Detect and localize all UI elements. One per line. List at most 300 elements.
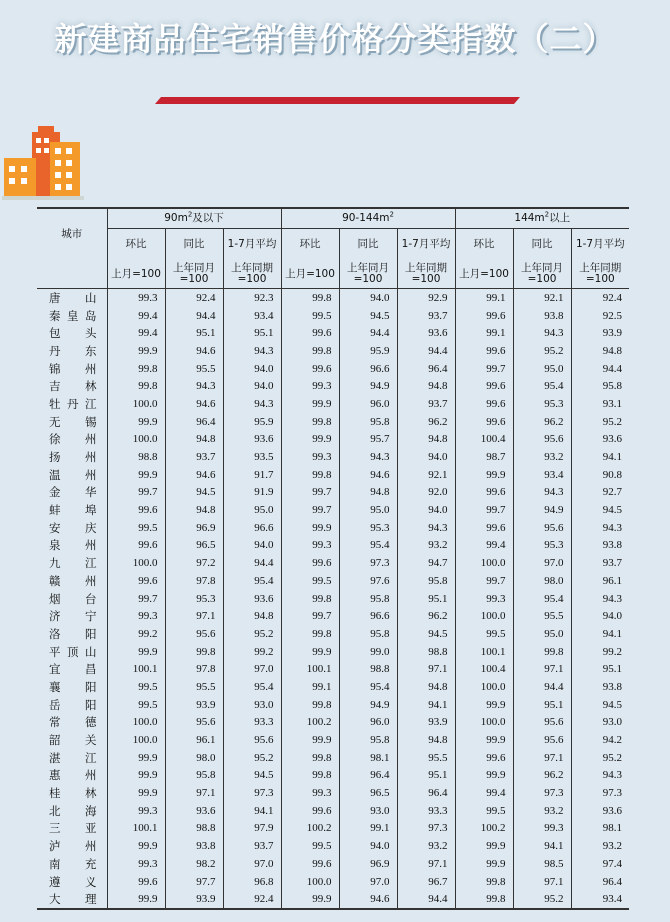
sub-header-yoy: 同比 bbox=[513, 229, 571, 261]
sub-header-avg: 1-7月平均 bbox=[223, 229, 281, 261]
index-value: 97.1 bbox=[513, 660, 571, 678]
city-name: 洛阳 bbox=[49, 626, 97, 641]
index-value: 95.0 bbox=[223, 501, 281, 519]
index-value: 99.7 bbox=[281, 501, 339, 519]
index-value: 99.8 bbox=[281, 289, 339, 307]
index-value: 94.4 bbox=[571, 360, 629, 378]
index-value: 99.6 bbox=[107, 501, 165, 519]
index-value: 95.5 bbox=[513, 607, 571, 625]
table-row bbox=[37, 448, 629, 466]
sub-header-yoy: 同比 bbox=[165, 229, 223, 261]
index-value: 100.1 bbox=[455, 643, 513, 661]
table-row bbox=[37, 307, 629, 325]
index-value: 93.0 bbox=[339, 802, 397, 820]
index-value: 95.2 bbox=[223, 625, 281, 643]
index-value: 94.3 bbox=[513, 484, 571, 502]
base-header-spacer bbox=[37, 260, 107, 289]
index-value: 99.8 bbox=[107, 360, 165, 378]
index-value: 95.6 bbox=[513, 714, 571, 732]
index-value: 93.7 bbox=[397, 395, 455, 413]
index-value: 94.8 bbox=[339, 484, 397, 502]
table-row bbox=[37, 873, 629, 891]
index-value: 99.8 bbox=[165, 643, 223, 661]
index-value: 99.2 bbox=[571, 643, 629, 661]
index-value: 97.1 bbox=[397, 855, 455, 873]
index-value: 100.0 bbox=[455, 678, 513, 696]
index-value: 99.9 bbox=[281, 431, 339, 449]
price-index-table-container bbox=[37, 207, 629, 910]
table-row bbox=[37, 731, 629, 749]
index-value: 92.9 bbox=[397, 289, 455, 307]
index-value: 99.7 bbox=[281, 607, 339, 625]
index-value: 95.4 bbox=[339, 537, 397, 555]
index-value: 99.3 bbox=[281, 784, 339, 802]
index-value: 93.0 bbox=[571, 714, 629, 732]
index-value: 99.1 bbox=[455, 324, 513, 342]
index-value: 100.1 bbox=[107, 660, 165, 678]
index-value: 99.6 bbox=[455, 413, 513, 431]
index-value: 99.7 bbox=[455, 360, 513, 378]
index-value: 99.5 bbox=[107, 519, 165, 537]
index-value: 96.5 bbox=[339, 784, 397, 802]
index-value: 97.3 bbox=[223, 784, 281, 802]
index-value: 93.4 bbox=[223, 307, 281, 325]
index-value: 93.6 bbox=[571, 802, 629, 820]
table-row bbox=[37, 820, 629, 838]
index-value: 94.0 bbox=[223, 537, 281, 555]
index-value: 95.2 bbox=[571, 749, 629, 767]
index-value: 95.5 bbox=[397, 749, 455, 767]
index-value: 97.3 bbox=[571, 784, 629, 802]
index-value: 100.1 bbox=[281, 660, 339, 678]
index-value: 96.2 bbox=[513, 767, 571, 785]
index-value: 94.3 bbox=[571, 590, 629, 608]
base-header-yoy: 上年同月=100 bbox=[165, 260, 223, 289]
index-value: 95.3 bbox=[339, 519, 397, 537]
table-row bbox=[37, 572, 629, 590]
index-value: 92.7 bbox=[571, 484, 629, 502]
index-value: 97.2 bbox=[165, 554, 223, 572]
index-value: 93.6 bbox=[223, 590, 281, 608]
index-value: 95.2 bbox=[513, 890, 571, 909]
index-value: 95.8 bbox=[339, 413, 397, 431]
index-value: 93.7 bbox=[223, 837, 281, 855]
table-row bbox=[37, 855, 629, 873]
index-value: 97.1 bbox=[513, 873, 571, 891]
table-row bbox=[37, 519, 629, 537]
index-value: 95.4 bbox=[513, 377, 571, 395]
sub-header-mom: 环比 bbox=[281, 229, 339, 261]
table-row bbox=[37, 714, 629, 732]
index-value: 94.6 bbox=[339, 466, 397, 484]
index-value: 95.4 bbox=[223, 572, 281, 590]
index-value: 91.7 bbox=[223, 466, 281, 484]
table-row bbox=[37, 696, 629, 714]
city-name: 韶关 bbox=[49, 733, 97, 748]
index-value: 94.0 bbox=[339, 837, 397, 855]
table-row bbox=[37, 395, 629, 413]
index-value: 96.9 bbox=[165, 519, 223, 537]
index-value: 95.9 bbox=[339, 342, 397, 360]
index-value: 95.6 bbox=[165, 625, 223, 643]
index-value: 95.8 bbox=[339, 625, 397, 643]
index-value: 98.8 bbox=[339, 660, 397, 678]
index-value: 99.4 bbox=[455, 537, 513, 555]
index-value: 94.0 bbox=[397, 501, 455, 519]
index-value: 96.0 bbox=[339, 395, 397, 413]
index-value: 100.0 bbox=[107, 714, 165, 732]
index-value: 96.9 bbox=[339, 855, 397, 873]
index-value: 97.3 bbox=[513, 784, 571, 802]
index-value: 94.3 bbox=[571, 519, 629, 537]
index-value: 94.8 bbox=[397, 678, 455, 696]
table-row bbox=[37, 324, 629, 342]
index-value: 95.8 bbox=[339, 731, 397, 749]
index-value: 99.7 bbox=[107, 590, 165, 608]
index-value: 99.8 bbox=[281, 625, 339, 643]
index-value: 94.0 bbox=[223, 360, 281, 378]
index-value: 98.1 bbox=[339, 749, 397, 767]
index-value: 100.0 bbox=[455, 554, 513, 572]
base-header-avg: 上年同期=100 bbox=[223, 260, 281, 289]
index-value: 93.2 bbox=[397, 537, 455, 555]
index-value: 100.4 bbox=[455, 660, 513, 678]
index-value: 92.0 bbox=[397, 484, 455, 502]
index-value: 95.0 bbox=[513, 625, 571, 643]
index-value: 100.2 bbox=[455, 820, 513, 838]
index-value: 95.3 bbox=[513, 395, 571, 413]
index-value: 97.4 bbox=[571, 855, 629, 873]
title-underline bbox=[155, 97, 520, 104]
index-value: 94.3 bbox=[397, 519, 455, 537]
index-value: 99.9 bbox=[107, 643, 165, 661]
index-value: 99.9 bbox=[455, 696, 513, 714]
price-index-table bbox=[37, 207, 629, 910]
index-value: 93.3 bbox=[397, 802, 455, 820]
header-group-row bbox=[37, 208, 629, 229]
index-value: 92.4 bbox=[223, 890, 281, 909]
index-value: 95.6 bbox=[165, 714, 223, 732]
index-value: 99.1 bbox=[455, 289, 513, 307]
index-value: 97.6 bbox=[339, 572, 397, 590]
table-row bbox=[37, 749, 629, 767]
index-value: 99.8 bbox=[281, 413, 339, 431]
index-value: 98.8 bbox=[397, 643, 455, 661]
index-value: 99.6 bbox=[455, 484, 513, 502]
index-value: 99.9 bbox=[107, 784, 165, 802]
index-value: 99.8 bbox=[455, 890, 513, 909]
index-value: 96.8 bbox=[223, 873, 281, 891]
index-value: 94.0 bbox=[571, 607, 629, 625]
index-value: 99.3 bbox=[107, 607, 165, 625]
city-name: 锦州 bbox=[49, 361, 97, 376]
index-value: 93.7 bbox=[571, 554, 629, 572]
index-value: 94.0 bbox=[339, 289, 397, 307]
index-value: 95.9 bbox=[223, 413, 281, 431]
index-value: 93.4 bbox=[571, 890, 629, 909]
index-value: 99.6 bbox=[455, 749, 513, 767]
index-value: 96.5 bbox=[165, 537, 223, 555]
index-value: 98.8 bbox=[107, 448, 165, 466]
index-value: 92.1 bbox=[513, 289, 571, 307]
index-value: 93.6 bbox=[165, 802, 223, 820]
index-value: 95.8 bbox=[571, 377, 629, 395]
index-value: 99.3 bbox=[107, 855, 165, 873]
index-value: 97.9 bbox=[223, 820, 281, 838]
index-value: 99.5 bbox=[107, 696, 165, 714]
index-value: 91.9 bbox=[223, 484, 281, 502]
table-row bbox=[37, 413, 629, 431]
index-value: 99.1 bbox=[281, 678, 339, 696]
city-name: 北海 bbox=[49, 803, 97, 818]
index-value: 95.6 bbox=[513, 731, 571, 749]
index-value: 95.8 bbox=[339, 590, 397, 608]
index-value: 94.6 bbox=[165, 466, 223, 484]
index-value: 93.2 bbox=[571, 837, 629, 855]
index-value: 94.3 bbox=[165, 377, 223, 395]
city-name: 襄阳 bbox=[49, 679, 97, 694]
index-value: 96.2 bbox=[397, 607, 455, 625]
index-value: 94.8 bbox=[223, 607, 281, 625]
index-value: 94.9 bbox=[513, 501, 571, 519]
header-sub-row bbox=[37, 229, 629, 261]
index-value: 97.0 bbox=[513, 554, 571, 572]
sub-header-yoy: 同比 bbox=[339, 229, 397, 261]
index-value: 95.1 bbox=[165, 324, 223, 342]
city-name: 丹东 bbox=[49, 343, 97, 358]
index-value: 100.0 bbox=[107, 731, 165, 749]
city-name: 赣州 bbox=[49, 573, 97, 588]
index-value: 96.4 bbox=[571, 873, 629, 891]
index-value: 93.9 bbox=[165, 696, 223, 714]
index-value: 99.4 bbox=[455, 784, 513, 802]
index-value: 95.1 bbox=[223, 324, 281, 342]
index-value: 99.6 bbox=[281, 360, 339, 378]
index-value: 95.4 bbox=[513, 590, 571, 608]
index-value: 94.5 bbox=[339, 307, 397, 325]
index-value: 96.7 bbox=[397, 873, 455, 891]
index-value: 94.1 bbox=[223, 802, 281, 820]
index-value: 99.9 bbox=[107, 749, 165, 767]
city-name: 桂林 bbox=[49, 786, 97, 801]
index-value: 97.1 bbox=[513, 749, 571, 767]
index-value: 95.1 bbox=[571, 660, 629, 678]
index-value: 97.3 bbox=[339, 554, 397, 572]
index-value: 94.3 bbox=[571, 767, 629, 785]
index-value: 94.7 bbox=[397, 554, 455, 572]
index-value: 94.5 bbox=[397, 625, 455, 643]
index-value: 93.6 bbox=[223, 431, 281, 449]
city-name: 扬州 bbox=[49, 450, 97, 465]
index-value: 99.7 bbox=[455, 501, 513, 519]
index-value: 95.6 bbox=[513, 431, 571, 449]
index-value: 94.5 bbox=[571, 501, 629, 519]
index-value: 94.3 bbox=[223, 395, 281, 413]
index-value: 95.2 bbox=[571, 413, 629, 431]
index-value: 98.8 bbox=[165, 820, 223, 838]
index-value: 93.7 bbox=[397, 307, 455, 325]
index-value: 92.1 bbox=[397, 466, 455, 484]
index-value: 99.6 bbox=[455, 307, 513, 325]
index-value: 94.6 bbox=[339, 890, 397, 909]
index-value: 99.9 bbox=[281, 395, 339, 413]
sub-header-mom: 环比 bbox=[455, 229, 513, 261]
index-value: 98.7 bbox=[455, 448, 513, 466]
index-value: 99.7 bbox=[107, 484, 165, 502]
index-value: 99.6 bbox=[455, 519, 513, 537]
index-value: 94.1 bbox=[571, 448, 629, 466]
index-value: 95.4 bbox=[339, 678, 397, 696]
group-header-large: $144m^2$以上 bbox=[455, 208, 629, 229]
index-value: 99.3 bbox=[281, 537, 339, 555]
city-name: 唐山 bbox=[49, 290, 97, 305]
index-value: 99.9 bbox=[107, 342, 165, 360]
index-value: 99.2 bbox=[107, 625, 165, 643]
index-value: 99.7 bbox=[281, 484, 339, 502]
table-row bbox=[37, 289, 629, 307]
city-name: 岳阳 bbox=[49, 697, 97, 712]
index-value: 99.8 bbox=[281, 749, 339, 767]
index-value: 97.0 bbox=[223, 855, 281, 873]
index-value: 96.4 bbox=[165, 413, 223, 431]
city-header: 城市 bbox=[37, 208, 107, 260]
index-value: 94.4 bbox=[513, 678, 571, 696]
index-value: 99.5 bbox=[107, 678, 165, 696]
city-name: 平顶山 bbox=[49, 644, 97, 659]
city-name: 牡丹江 bbox=[49, 396, 97, 411]
index-value: 96.6 bbox=[339, 360, 397, 378]
table-row bbox=[37, 431, 629, 449]
index-value: 96.2 bbox=[513, 413, 571, 431]
city-name: 安庆 bbox=[49, 520, 97, 535]
city-name: 三亚 bbox=[49, 821, 97, 836]
index-value: 94.1 bbox=[571, 625, 629, 643]
base-header-avg: 上年同期=100 bbox=[397, 260, 455, 289]
index-value: 99.8 bbox=[513, 643, 571, 661]
index-value: 94.3 bbox=[513, 324, 571, 342]
index-value: 95.6 bbox=[513, 519, 571, 537]
index-value: 99.8 bbox=[281, 696, 339, 714]
index-value: 99.4 bbox=[107, 324, 165, 342]
index-value: 99.8 bbox=[281, 767, 339, 785]
index-value: 93.2 bbox=[513, 802, 571, 820]
index-value: 99.6 bbox=[107, 537, 165, 555]
index-value: 96.6 bbox=[223, 519, 281, 537]
city-name: 湛江 bbox=[49, 750, 97, 765]
table-row bbox=[37, 625, 629, 643]
table-row bbox=[37, 660, 629, 678]
index-value: 93.6 bbox=[397, 324, 455, 342]
table-row bbox=[37, 590, 629, 608]
city-name: 蚌埠 bbox=[49, 503, 97, 518]
index-value: 95.5 bbox=[165, 678, 223, 696]
index-value: 96.1 bbox=[571, 572, 629, 590]
index-value: 99.5 bbox=[455, 625, 513, 643]
city-name: 南充 bbox=[49, 856, 97, 871]
index-value: 100.0 bbox=[107, 554, 165, 572]
index-value: 98.2 bbox=[165, 855, 223, 873]
index-value: 95.5 bbox=[165, 360, 223, 378]
index-value: 99.6 bbox=[455, 342, 513, 360]
index-value: 99.5 bbox=[455, 802, 513, 820]
index-value: 93.8 bbox=[513, 307, 571, 325]
index-value: 94.9 bbox=[339, 377, 397, 395]
index-value: 96.4 bbox=[339, 767, 397, 785]
index-value: 97.0 bbox=[339, 873, 397, 891]
table-row bbox=[37, 360, 629, 378]
index-value: 97.8 bbox=[165, 660, 223, 678]
city-name: 无锡 bbox=[49, 414, 97, 429]
page-title: 新建商品住宅销售价格分类指数（二） bbox=[54, 20, 616, 58]
index-value: 97.8 bbox=[165, 572, 223, 590]
index-value: 93.1 bbox=[571, 395, 629, 413]
index-value: 99.9 bbox=[281, 643, 339, 661]
index-value: 99.6 bbox=[107, 873, 165, 891]
city-name: 徐州 bbox=[49, 432, 97, 447]
table-row bbox=[37, 607, 629, 625]
index-value: 99.9 bbox=[455, 466, 513, 484]
index-value: 97.0 bbox=[223, 660, 281, 678]
table-row bbox=[37, 802, 629, 820]
city-name: 泸州 bbox=[49, 839, 97, 854]
base-header-yoy: 上年同月=100 bbox=[513, 260, 571, 289]
index-value: 93.3 bbox=[223, 714, 281, 732]
index-value: 98.0 bbox=[513, 572, 571, 590]
header-base-row bbox=[37, 260, 629, 289]
city-name: 泉州 bbox=[49, 538, 97, 553]
index-value: 94.0 bbox=[397, 448, 455, 466]
building-icon bbox=[2, 118, 84, 200]
index-value: 100.0 bbox=[281, 873, 339, 891]
city-name: 金华 bbox=[49, 485, 97, 500]
index-value: 94.8 bbox=[397, 377, 455, 395]
index-value: 93.2 bbox=[513, 448, 571, 466]
index-value: 97.7 bbox=[165, 873, 223, 891]
index-value: 99.3 bbox=[107, 802, 165, 820]
index-value: 95.1 bbox=[397, 767, 455, 785]
index-value: 99.4 bbox=[107, 307, 165, 325]
index-value: 99.0 bbox=[339, 643, 397, 661]
index-value: 100.0 bbox=[107, 431, 165, 449]
index-value: 99.9 bbox=[107, 890, 165, 909]
index-value: 99.5 bbox=[281, 837, 339, 855]
index-value: 94.1 bbox=[513, 837, 571, 855]
index-value: 99.6 bbox=[281, 855, 339, 873]
index-value: 96.4 bbox=[397, 360, 455, 378]
index-value: 99.8 bbox=[455, 873, 513, 891]
table-row bbox=[37, 484, 629, 502]
index-value: 93.2 bbox=[397, 837, 455, 855]
index-value: 96.6 bbox=[339, 607, 397, 625]
index-value: 95.2 bbox=[223, 749, 281, 767]
base-header-mom: 上月=100 bbox=[281, 260, 339, 289]
index-value: 94.4 bbox=[397, 890, 455, 909]
index-value: 93.5 bbox=[223, 448, 281, 466]
index-value: 94.8 bbox=[165, 431, 223, 449]
index-value: 99.9 bbox=[107, 837, 165, 855]
index-value: 95.0 bbox=[513, 360, 571, 378]
index-value: 95.1 bbox=[397, 590, 455, 608]
index-value: 100.0 bbox=[455, 607, 513, 625]
city-name: 温州 bbox=[49, 467, 97, 482]
index-value: 99.3 bbox=[107, 289, 165, 307]
index-value: 98.0 bbox=[165, 749, 223, 767]
index-value: 93.4 bbox=[513, 466, 571, 484]
index-value: 94.5 bbox=[571, 696, 629, 714]
index-value: 99.3 bbox=[281, 377, 339, 395]
index-value: 99.6 bbox=[455, 377, 513, 395]
index-value: 94.3 bbox=[223, 342, 281, 360]
